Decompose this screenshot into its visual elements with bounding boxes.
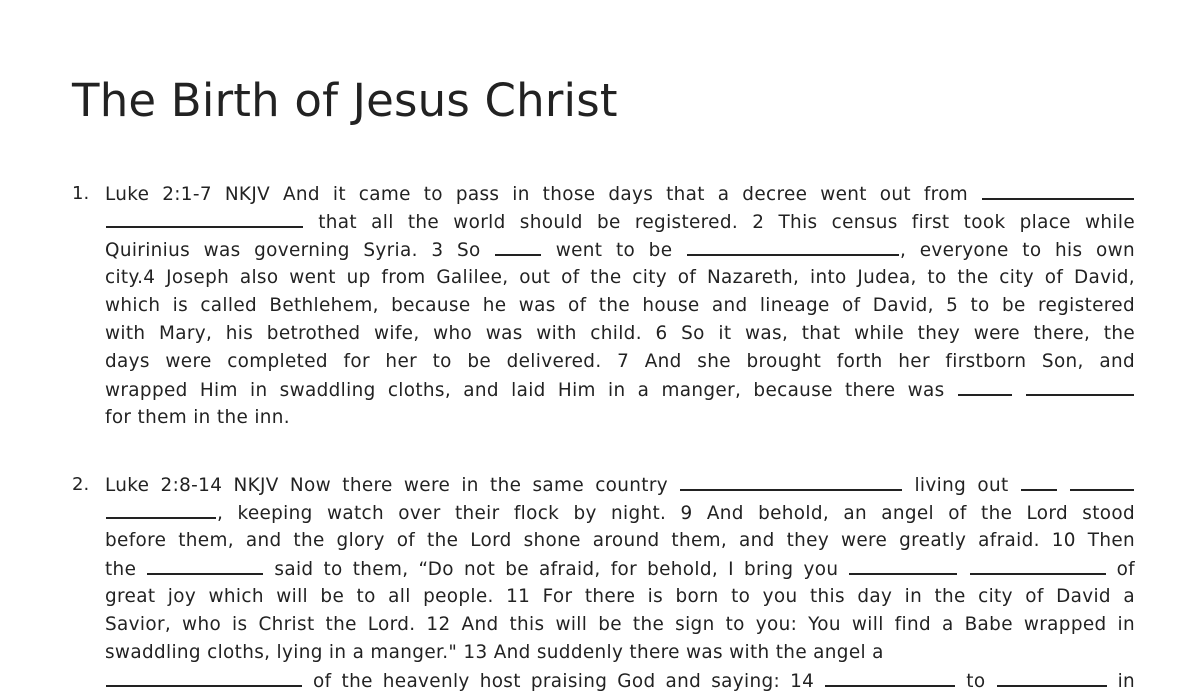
- verse-text: of: [1116, 559, 1136, 580]
- text-line: for them in the inn.: [105, 407, 290, 428]
- fill-blank: [1021, 471, 1057, 491]
- text-line: swaddling cloths, lying in a manger." 13 And suddenly there was with the angel a: [105, 642, 884, 663]
- verse-text: living out: [914, 475, 1009, 496]
- text-line: [105, 471, 1135, 499]
- fill-blank: [849, 555, 957, 575]
- fill-blank: [106, 499, 216, 519]
- verse-text: wrapped Him in swaddling cloths, and laid Him in a manger, because there was: [105, 380, 945, 401]
- text-line: with Mary, his betrothed wife, who was with child. 6 So it was, that while they were there, the: [105, 323, 1135, 344]
- verse-text: Luke 2:8-14 NKJV Now there were in the same country: [105, 475, 668, 496]
- fill-blank: [106, 667, 302, 687]
- fill-blank: [970, 555, 1106, 575]
- fill-blank: [982, 180, 1134, 200]
- fill-blank: [958, 376, 1012, 396]
- text-line: [105, 667, 1135, 695]
- verse-text: Luke 2:1-7 NKJV And it came to pass in those days that a decree went out from: [105, 184, 969, 205]
- text-line: [105, 236, 1135, 264]
- text-line: days were completed for her to be delivered. 7 And she brought forth her firstborn Son, and: [105, 351, 1135, 372]
- verse-text: in: [1117, 671, 1136, 692]
- page-title: The Birth of Jesus Christ: [72, 74, 618, 127]
- text-line: which is called Bethlehem, because he was of the house and lineage of David, 5 to be registered: [105, 295, 1135, 316]
- text-line: [105, 208, 1135, 236]
- fill-blank: [687, 236, 899, 256]
- fill-blank: [1026, 376, 1134, 396]
- verse-text: went to be: [555, 240, 673, 261]
- verse-text: , everyone to his own: [899, 240, 1135, 261]
- text-line: [105, 499, 1135, 527]
- fill-blank: [495, 236, 541, 256]
- item-number: 2.: [72, 474, 90, 495]
- verse-text: Quirinius was governing Syria. 3 So: [105, 240, 481, 261]
- text-line: great joy which will be to all people. 11 For there is born to you this day in the city of David a: [105, 586, 1135, 607]
- verse-text: to: [966, 671, 986, 692]
- verse-text: the: [105, 559, 137, 580]
- item-number: 1.: [72, 183, 90, 204]
- verse-text: , keeping watch over their flock by night. 9 And behold, an angel of the Lord stood: [217, 503, 1135, 524]
- text-line: [105, 180, 1135, 208]
- text-line: before them, and the glory of the Lord shone around them, and they were greatly afraid. 10 Then: [105, 530, 1135, 551]
- verse-text: said to them, “Do not be afraid, for behold, I bring you: [274, 559, 839, 580]
- text-line: city.4 Joseph also went up from Galilee, out of the city of Nazareth, into Judea, to the city of David,: [105, 267, 1135, 288]
- text-line: Savior, who is Christ the Lord. 12 And this will be the sign to you: You will find a Babe wrapped in: [105, 614, 1135, 635]
- fill-blank: [997, 667, 1107, 687]
- fill-blank: [680, 471, 902, 491]
- text-line: [105, 555, 1135, 583]
- fill-blank: [106, 208, 303, 228]
- verse-text: of the heavenly host praising God and saying: 14: [313, 671, 815, 692]
- fill-blank: [825, 667, 955, 687]
- text-line: [105, 376, 1135, 404]
- verse-text: that all the world should be registered. 2 This census first took place while: [318, 212, 1136, 233]
- fill-blank: [1070, 471, 1134, 491]
- fill-blank: [147, 555, 263, 575]
